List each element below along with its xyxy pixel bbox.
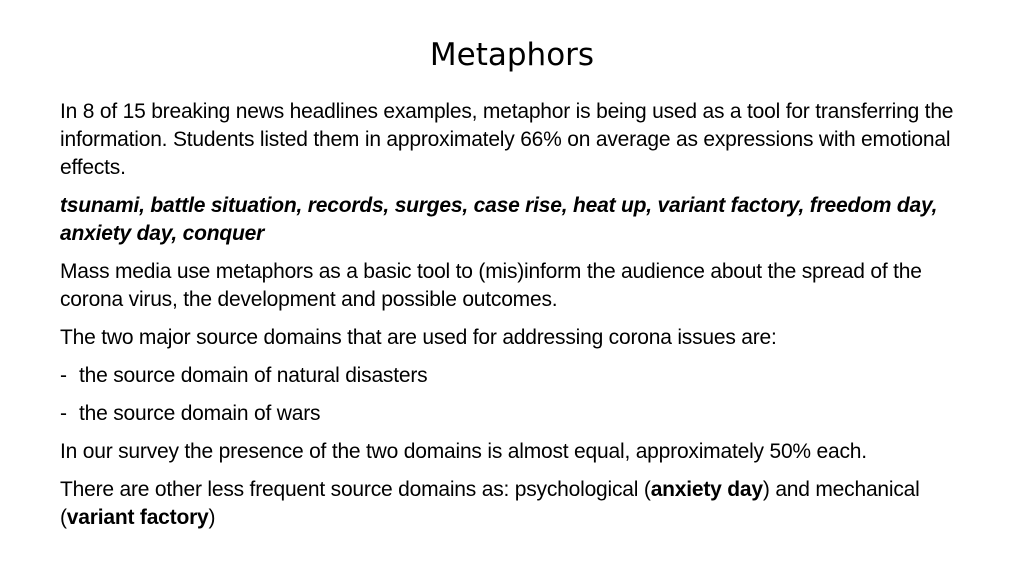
slide-title: Metaphors — [429, 37, 595, 73]
paragraph-headlines: In 8 of 15 breaking news headlines examples, metaphor is being used as a tool for transferring the information. Students listed them in approximately 66% on average as expressions with emotional effects. — [60, 100, 954, 179]
paragraph-other-domains — [60, 476, 990, 532]
bullet-item-natural-disasters — [60, 362, 990, 390]
text-segment: ) — [208, 506, 216, 529]
bold-term-variant-factory: variant factory — [66, 506, 209, 529]
metaphor-examples: tsunami, battle situation, records, surges, case rise, heat up, variant factory, freedom day, anxiety day, conquer — [60, 194, 938, 245]
paragraph-survey: In our survey the presence of the two domains is almost equal, approximately 50% each. — [60, 440, 867, 463]
slide-body — [60, 98, 990, 542]
bullet-item-wars — [60, 400, 990, 428]
bullet-marker: - — [60, 364, 67, 387]
bullet-text: the source domain of wars — [79, 402, 321, 425]
bullet-marker: - — [60, 402, 67, 425]
paragraph-source-domains: The two major source domains that are used for addressing corona issues are: — [60, 326, 777, 349]
text-segment: ) and mechanical ( — [60, 478, 920, 529]
text-segment: There are other less frequent source domains as: psychological ( — [60, 478, 651, 501]
paragraph-mass-media: Mass media use metaphors as a basic tool to (mis)inform the audience about the spread of the corona virus, the development and possible outcomes. — [60, 260, 922, 311]
bullet-text: the source domain of natural disasters — [79, 364, 428, 387]
bold-term-anxiety-day: anxiety day — [650, 478, 763, 501]
